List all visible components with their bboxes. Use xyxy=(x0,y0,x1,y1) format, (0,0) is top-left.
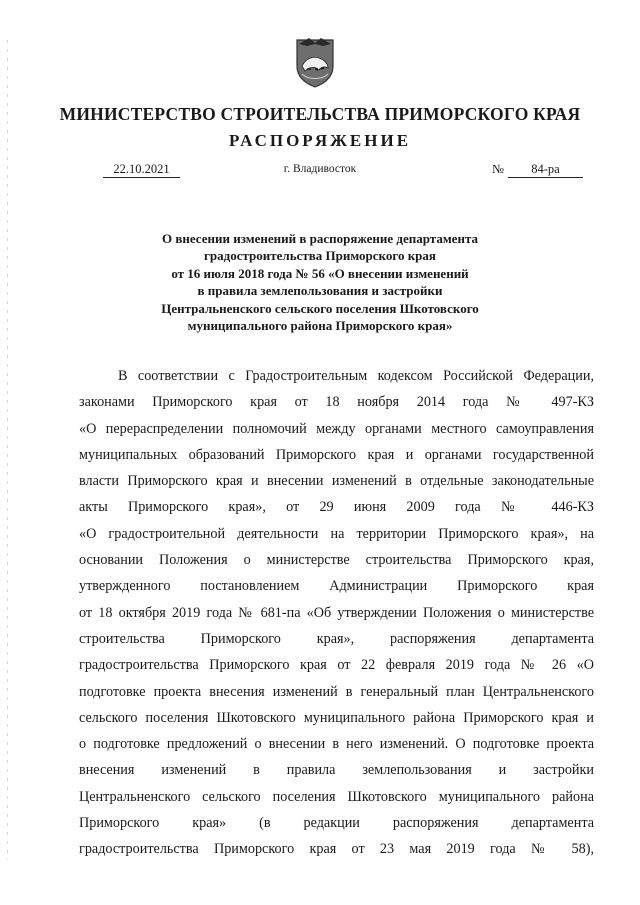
subject-line: муниципального района Приморского края» xyxy=(187,318,453,334)
number-sign: № xyxy=(492,162,504,176)
body-line: сельского поселения Шкотовского муниципального района Приморского края и xyxy=(79,709,594,726)
body-line: Центральненского сельского поселения Шкотовского муниципального района xyxy=(79,788,594,805)
subject-line: градостроительства Приморского края xyxy=(204,248,436,264)
body-line: утвержденного постановлением Администрации Приморского края xyxy=(79,578,594,595)
body-line: градостроительства Приморского края от 22 февраля 2019 года № 26 «О xyxy=(79,657,594,674)
coat-of-arms-icon xyxy=(293,36,337,88)
body-line: власти Приморского края и внесении изменений в отдельные законодательные xyxy=(79,473,594,490)
subject-line: от 16 июля 2018 года № 56 «О внесении изменений xyxy=(171,265,469,281)
body-line: «О перераспределении полномочий между органами местного самоуправления xyxy=(79,420,594,437)
document-meta-row xyxy=(0,162,640,180)
document-subject-heading xyxy=(90,230,550,334)
body-line: подготовке проекта внесения изменений в генеральный план Центральненского xyxy=(79,683,594,700)
ministry-name: МИНИСТЕРСТВО СТРОИТЕЛЬСТВА ПРИМОРСКОГО КРАЯ xyxy=(59,104,581,124)
document-date: 22.10.2021 xyxy=(103,162,180,178)
body-line: градостроительства Приморского края от 23 мая 2019 года № 58), xyxy=(79,841,594,858)
body-line: акты Приморского края», от 29 июня 2009 года № 446-КЗ xyxy=(79,499,594,516)
document-number: 84-ра xyxy=(508,162,583,178)
body-line: строительства Приморского края», распоряжения департамента xyxy=(79,630,594,647)
body-line: от 18 октября 2019 года № 681-па «Об утверждении Положения о министерстве xyxy=(79,604,594,621)
subject-line: Центральненского сельского поселения Шкотовского xyxy=(161,300,479,316)
body-line: основании Положения о министерстве строительства Приморского края, xyxy=(79,552,594,569)
body-line: В соответствии с Градостроительным кодексом Российской Федерации, xyxy=(118,368,594,384)
document-body-paragraph xyxy=(79,366,594,866)
body-line: муниципальных образований Приморского края и органами государственной xyxy=(79,446,594,463)
body-line: законами Приморского края от 18 ноября 2014 года № 497-КЗ xyxy=(79,394,594,411)
body-line: Приморского края» (в редакции распоряжения департамента xyxy=(79,815,594,832)
subject-line: О внесении изменений в распоряжение департамента xyxy=(161,231,478,246)
body-line: внесения изменений в правила землепользования и застройки xyxy=(79,762,594,779)
document-city: г. Владивосток xyxy=(283,163,357,175)
body-line: «О градостроительной деятельности на территории Приморского края», на xyxy=(79,525,594,542)
document-type-title: РАСПОРЯЖЕНИЕ xyxy=(228,131,412,150)
subject-line: в правила землепользования и застройки xyxy=(197,283,443,299)
body-line: о подготовке предложений о внесении в него изменений. О подготовке проекта xyxy=(79,736,594,753)
